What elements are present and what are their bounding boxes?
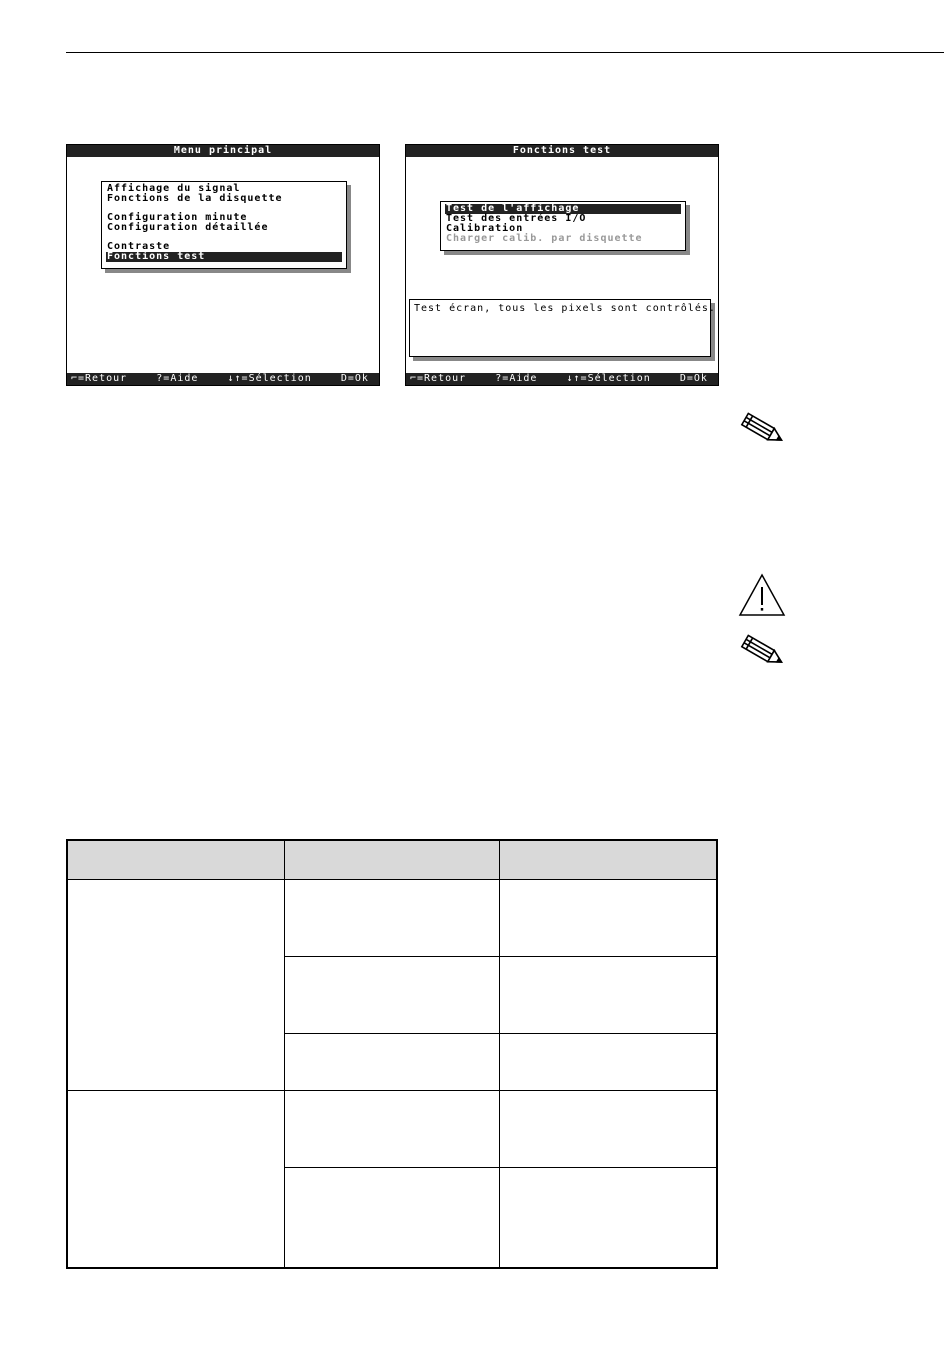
menu-item-contraste[interactable]: Contraste [107,241,171,252]
footer-back: ⌐=Retour [410,373,467,384]
info-box: Test écran, tous les pixels sont contrôlés. [409,299,711,357]
menu-item-configuration-minute[interactable]: Configuration minute [107,212,248,223]
table-row [67,880,717,957]
footer-select: ↓↑=Sélection [566,373,651,384]
screen-footer [67,373,379,385]
screen-footer [406,373,718,385]
top-rule [66,52,944,53]
menu-item-fonctions-test[interactable]: Fonctions test [106,252,342,262]
table-cell [500,880,717,957]
main-menu-box [101,181,347,269]
table-cell [284,1091,499,1168]
diagnostics-table [66,839,718,1269]
screen-title: Menu principal [67,145,379,157]
table-cell [284,1034,499,1091]
table-cell [284,1168,499,1268]
menu-item-affichage-signal[interactable]: Affichage du signal [107,183,241,194]
footer-back: ⌐=Retour [71,373,128,384]
note-icon [738,412,788,448]
menu-item-test-affichage[interactable]: Test de l'affichage [445,204,681,214]
menu-item-charger-calib: Charger calib. par disquette [446,233,643,244]
warning-icon [738,573,786,617]
table-header-cell [284,840,499,880]
screen-title: Fonctions test [406,145,718,157]
lcd-screen-main-menu [66,144,380,386]
menu-item-configuration-detaillee[interactable]: Configuration détaillée [107,222,269,233]
menu-item-test-entrees[interactable]: Test des entrées I/O [446,213,587,224]
table-cell [67,880,284,1091]
table-header-row [67,840,717,880]
menu-item-calibration[interactable]: Calibration [446,223,524,234]
table-cell [284,957,499,1034]
note-icon [738,634,788,670]
table-header-cell [67,840,284,880]
footer-ok: D=Ok [340,373,369,384]
table-row [67,1091,717,1168]
footer-help: ?=Aide [495,373,538,384]
table-cell [500,957,717,1034]
table-cell [284,880,499,957]
table-header-cell [500,840,717,880]
table-cell [500,1091,717,1168]
footer-select: ↓↑=Sélection [227,373,312,384]
table-cell [67,1091,284,1268]
table-cell [500,1168,717,1268]
table-cell [500,1034,717,1091]
menu-item-fonctions-disquette[interactable]: Fonctions de la disquette [107,193,283,204]
test-menu-box [440,201,686,251]
footer-help: ?=Aide [156,373,199,384]
footer-ok: D=Ok [679,373,708,384]
lcd-screen-test-functions [405,144,719,386]
